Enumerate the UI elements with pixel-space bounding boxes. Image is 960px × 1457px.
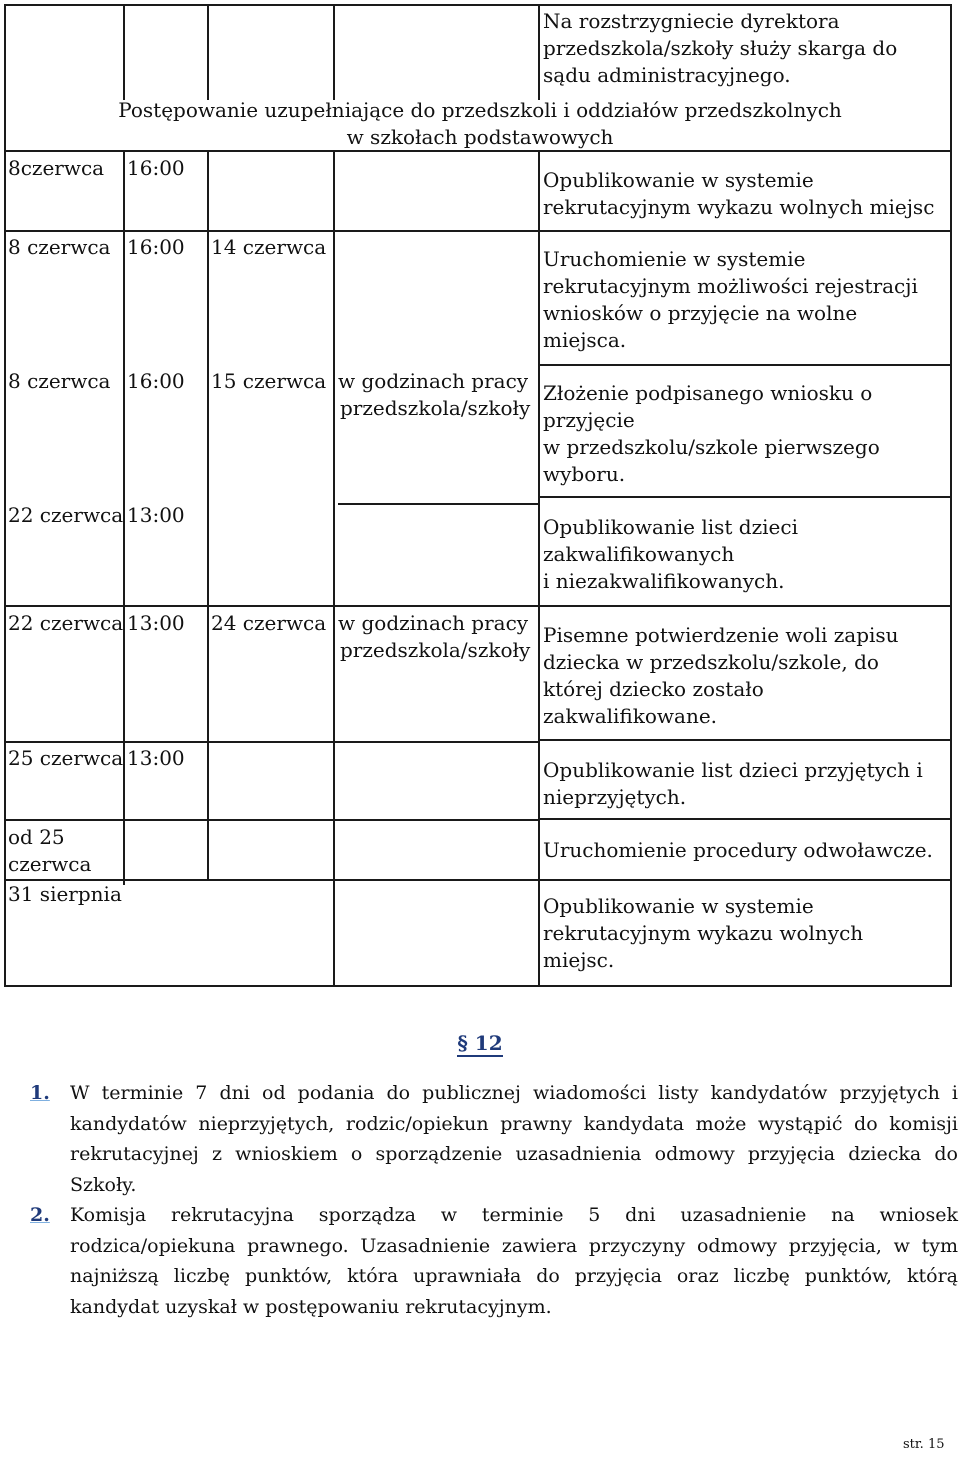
paragraph-sign-text: § 12 xyxy=(457,1031,503,1055)
date-from: 8czerwca xyxy=(8,156,105,180)
action-text: Opublikowanie list dzieci xyxy=(543,515,798,539)
section-header: w szkołach podstawowych xyxy=(346,125,614,149)
date-from: 25 czerwca xyxy=(8,746,124,770)
list-text: W terminie 7 dni od podania do publicznej wiadomości listy kandydatów przyjętych i kandydatów nieprzyjętych, rodzic/opiekun prawny kandydata może wystąpić do komisji rekrutacyjnej z wnioskiem o sporządzenie uzasadnienia odmowy przyjęcia dziecka do Szkoły. xyxy=(70,1082,958,1196)
table-border-bottom xyxy=(4,985,952,987)
row-divider xyxy=(4,605,952,607)
action-text: zakwalifikowane. xyxy=(543,704,718,728)
col-divider xyxy=(123,4,125,100)
time: 13:00 xyxy=(127,611,185,635)
time: 13:00 xyxy=(127,746,185,770)
col-divider xyxy=(333,150,335,985)
action-text: rekrutacyjnym wykazu wolnych miejsc xyxy=(543,195,935,219)
action-text: przyjęcie xyxy=(543,408,635,432)
list-number: 2. xyxy=(30,1204,50,1226)
hours-text: przedszkola/szkoły xyxy=(340,638,531,662)
date-from: czerwca xyxy=(8,852,92,876)
action-text: w przedszkolu/szkole pierwszego xyxy=(543,435,880,459)
action-text: Uruchomienie w systemie xyxy=(543,247,806,271)
row-divider xyxy=(4,819,538,821)
action-text: nieprzyjętych. xyxy=(543,785,687,809)
action-text: dziecka w przedszkolu/szkole, do xyxy=(543,650,879,674)
date-from: 8 czerwca xyxy=(8,235,111,259)
date-to: 15 czerwca xyxy=(211,369,327,393)
paragraph-sign xyxy=(0,1030,960,1057)
action-text: wyboru. xyxy=(543,462,626,486)
action-text: Pisemne potwierdzenie woli zapisu xyxy=(543,623,899,647)
col-divider xyxy=(538,4,540,100)
action-text: miejsc. xyxy=(543,948,615,972)
action-text: zakwalifikowanych xyxy=(543,542,735,566)
section-header: Postępowanie uzupełniające do przedszkoli i oddziałów przedszkolnych xyxy=(118,98,842,122)
action-text: i niezakwalifikowanych. xyxy=(543,569,785,593)
list-number: 1. xyxy=(30,1082,50,1104)
action-text: Uruchomienie procedury odwoławcze. xyxy=(543,838,933,862)
cell-text: przedszkola/szkoły służy skarga do xyxy=(543,36,898,60)
date-from: 22 czerwca xyxy=(8,611,124,635)
list-item xyxy=(30,1078,958,1200)
row-divider xyxy=(338,503,538,505)
time: 16:00 xyxy=(127,156,185,180)
col-divider xyxy=(333,4,335,100)
time: 16:00 xyxy=(127,369,185,393)
table-border-left xyxy=(4,4,6,987)
action-text: rekrutacyjnym wykazu wolnych xyxy=(543,921,864,945)
row-divider xyxy=(538,818,952,820)
hours-text: w godzinach pracy xyxy=(338,611,529,635)
action-text: Opublikowanie w systemie xyxy=(543,894,814,918)
date-from: 31 sierpnia xyxy=(8,882,122,906)
date-from: 22 czerwca xyxy=(8,503,124,527)
cell-text: Na rozstrzygniecie dyrektora xyxy=(543,9,840,33)
list-item xyxy=(30,1200,958,1322)
row-divider xyxy=(538,739,952,741)
table-border-right xyxy=(950,4,952,987)
date-from: 8 czerwca xyxy=(8,369,111,393)
col-divider xyxy=(538,150,540,985)
table-border-top xyxy=(4,4,952,6)
hours-text: przedszkola/szkoły xyxy=(340,396,531,420)
date-to: 24 czerwca xyxy=(211,611,327,635)
row-divider xyxy=(4,741,538,743)
action-text: miejsca. xyxy=(543,328,627,352)
row-divider xyxy=(538,496,952,498)
row-divider xyxy=(4,230,952,232)
time: 16:00 xyxy=(127,235,185,259)
hours-text: w godzinach pracy xyxy=(338,369,529,393)
action-text: Opublikowanie w systemie xyxy=(543,168,814,192)
numbered-list xyxy=(30,1078,958,1322)
action-text: wniosków o przyjęcie na wolne xyxy=(543,301,858,325)
row-divider xyxy=(538,364,952,366)
date-to: 14 czerwca xyxy=(211,235,327,259)
col-divider xyxy=(123,150,125,885)
action-text: której dziecko zostało xyxy=(543,677,764,701)
col-divider xyxy=(207,4,209,100)
action-text: Złożenie podpisanego wniosku o xyxy=(543,381,873,405)
list-text: Komisja rekrutacyjna sporządza w terminie 5 dni uzasadnienie na wniosek rodzica/opiekuna prawnego. Uzasadnienie zawiera przyczyny odmowy przyjęcia, w tym najniższą liczbę punktów, która uprawniała do przyjęcia oraz liczbę punktów, którą kandydat uzyskał w postępowaniu rekrutacyjnym. xyxy=(70,1204,958,1318)
page-number: str. 15 xyxy=(903,1437,945,1452)
date-from: od 25 xyxy=(8,825,65,849)
cell-text: sądu administracyjnego. xyxy=(543,63,791,87)
action-text: rekrutacyjnym możliwości rejestracji xyxy=(543,274,918,298)
row-divider xyxy=(4,879,952,881)
action-text: Opublikowanie list dzieci przyjętych i xyxy=(543,758,923,782)
col-divider xyxy=(207,150,209,880)
time: 13:00 xyxy=(127,503,185,527)
